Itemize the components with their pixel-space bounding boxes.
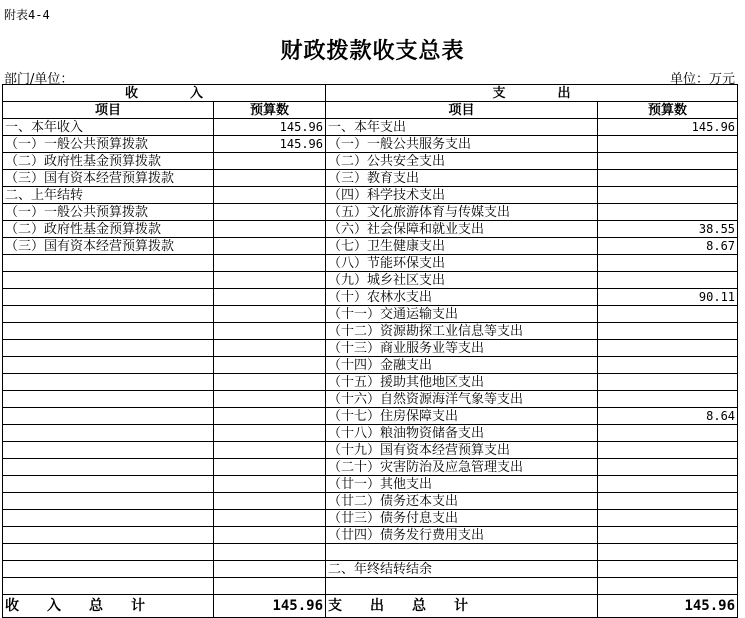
table-row	[3, 510, 738, 527]
income-item-cell	[3, 391, 214, 408]
income-amount-cell	[214, 544, 326, 561]
expense-amount-cell	[598, 255, 738, 272]
column-header-row	[3, 102, 738, 119]
table-row	[3, 442, 738, 459]
income-budget-header: 预算数	[214, 102, 326, 119]
table-row	[3, 459, 738, 476]
income-item-cell	[3, 340, 214, 357]
expense-total-label: 支 出 总 计	[326, 595, 598, 618]
expense-amount-cell	[598, 306, 738, 323]
expense-amount-cell	[598, 374, 738, 391]
expense-item-cell: （二）公共安全支出	[326, 153, 598, 170]
table-row	[3, 391, 738, 408]
income-amount-cell	[214, 323, 326, 340]
expense-item-cell: （八）节能环保支出	[326, 255, 598, 272]
expense-item-cell: （四）科学技术支出	[326, 187, 598, 204]
income-amount-cell	[214, 561, 326, 578]
expense-amount-cell	[598, 442, 738, 459]
expense-amount-cell: 38.55	[598, 221, 738, 238]
table-row	[3, 289, 738, 306]
income-item-cell	[3, 510, 214, 527]
table-row	[3, 204, 738, 221]
table-row	[3, 340, 738, 357]
table-row	[3, 425, 738, 442]
income-amount-cell: 145.96	[214, 136, 326, 153]
section-header-row	[3, 85, 738, 102]
expense-amount-cell	[598, 544, 738, 561]
expense-amount-cell: 145.96	[598, 119, 738, 136]
table-row	[3, 357, 738, 374]
income-item-cell	[3, 459, 214, 476]
table-row	[3, 187, 738, 204]
expense-item-cell	[326, 544, 598, 561]
expense-item-cell: （廿一）其他支出	[326, 476, 598, 493]
expense-amount-cell	[598, 476, 738, 493]
expense-item-cell: （十三）商业服务业等支出	[326, 340, 598, 357]
table-row	[3, 272, 738, 289]
expense-item-cell: （十八）粮油物资储备支出	[326, 425, 598, 442]
expense-item-cell: （十四）金融支出	[326, 357, 598, 374]
income-header: 收 入	[3, 85, 326, 102]
income-amount-cell	[214, 391, 326, 408]
table-row	[3, 170, 738, 187]
expense-item-cell: （三）教育支出	[326, 170, 598, 187]
table-row	[3, 153, 738, 170]
expense-item-cell: （十一）交通运输支出	[326, 306, 598, 323]
income-amount-cell	[214, 289, 326, 306]
unit-label: 单位：万元	[669, 72, 735, 87]
income-item-cell	[3, 289, 214, 306]
expense-amount-cell: 90.11	[598, 289, 738, 306]
expense-amount-cell: 8.64	[598, 408, 738, 425]
income-amount-cell	[214, 476, 326, 493]
expense-amount-cell	[598, 357, 738, 374]
income-amount-cell	[214, 340, 326, 357]
income-amount-cell	[214, 374, 326, 391]
expense-item-cell: （一）一般公共服务支出	[326, 136, 598, 153]
table-row	[3, 527, 738, 544]
expense-item-cell: （九）城乡社区支出	[326, 272, 598, 289]
income-amount-cell	[214, 187, 326, 204]
income-amount-cell	[214, 459, 326, 476]
expense-amount-cell	[598, 527, 738, 544]
income-item-cell	[3, 425, 214, 442]
expense-amount-cell	[598, 459, 738, 476]
annex-label: 附表4-4	[4, 8, 50, 22]
expense-amount-cell	[598, 391, 738, 408]
income-item-cell: （一）一般公共预算拨款	[3, 136, 214, 153]
income-item-cell	[3, 272, 214, 289]
income-amount-cell	[214, 153, 326, 170]
income-amount-cell	[214, 425, 326, 442]
expense-item-cell: 二、年终结转结余	[326, 561, 598, 578]
expense-item-cell: （廿三）债务付息支出	[326, 510, 598, 527]
expense-amount-cell	[598, 323, 738, 340]
expense-amount-cell	[598, 340, 738, 357]
income-item-cell: （二）政府性基金预算拨款	[3, 153, 214, 170]
table-row	[3, 221, 738, 238]
income-amount-cell	[214, 255, 326, 272]
income-item-cell	[3, 561, 214, 578]
budget-table	[2, 84, 738, 618]
table-row	[3, 255, 738, 272]
expense-amount-cell: 8.67	[598, 238, 738, 255]
income-amount-cell	[214, 493, 326, 510]
income-amount-cell	[214, 357, 326, 374]
expense-item-header: 项目	[326, 102, 598, 119]
expense-amount-cell	[598, 510, 738, 527]
expense-amount-cell	[598, 493, 738, 510]
expense-item-cell	[326, 578, 598, 595]
table-row	[3, 119, 738, 136]
income-item-cell	[3, 442, 214, 459]
income-item-cell	[3, 578, 214, 595]
expense-item-cell: （十六）自然资源海洋气象等支出	[326, 391, 598, 408]
income-item-header: 项目	[3, 102, 214, 119]
income-item-cell	[3, 544, 214, 561]
expense-amount-cell	[598, 561, 738, 578]
table-row	[3, 323, 738, 340]
table-row	[3, 408, 738, 425]
income-amount-cell	[214, 204, 326, 221]
expense-item-cell: （廿二）债务还本支出	[326, 493, 598, 510]
income-total-label: 收 入 总 计	[3, 595, 214, 618]
expense-item-cell: （十九）国有资本经营预算支出	[326, 442, 598, 459]
total-row	[3, 595, 738, 618]
income-item-cell: （三）国有资本经营预算拨款	[3, 238, 214, 255]
income-amount-cell	[214, 442, 326, 459]
table-row	[3, 578, 738, 595]
expense-total-amount: 145.96	[598, 595, 738, 618]
expense-amount-cell	[598, 204, 738, 221]
income-amount-cell	[214, 306, 326, 323]
expense-item-cell: （二十）灾害防治及应急管理支出	[326, 459, 598, 476]
table-row	[3, 493, 738, 510]
expense-amount-cell	[598, 272, 738, 289]
income-item-cell: （二）政府性基金预算拨款	[3, 221, 214, 238]
income-item-cell: 一、本年收入	[3, 119, 214, 136]
income-amount-cell	[214, 272, 326, 289]
expense-item-cell: （十七）住房保障支出	[326, 408, 598, 425]
income-item-cell: 二、上年结转	[3, 187, 214, 204]
income-amount-cell	[214, 510, 326, 527]
expense-item-cell: （六）社会保障和就业支出	[326, 221, 598, 238]
expense-header: 支 出	[326, 85, 738, 102]
income-item-cell	[3, 408, 214, 425]
income-item-cell: （一）一般公共预算拨款	[3, 204, 214, 221]
income-amount-cell	[214, 578, 326, 595]
income-item-cell: （三）国有资本经营预算拨款	[3, 170, 214, 187]
table-row	[3, 238, 738, 255]
income-amount-cell	[214, 408, 326, 425]
expense-amount-cell	[598, 578, 738, 595]
income-amount-cell	[214, 221, 326, 238]
income-total-amount: 145.96	[214, 595, 326, 618]
income-item-cell	[3, 527, 214, 544]
expense-item-cell: （十二）资源勘探工业信息等支出	[326, 323, 598, 340]
income-item-cell	[3, 357, 214, 374]
page-title: 财政拨款收支总表	[280, 38, 465, 64]
table-row	[3, 306, 738, 323]
income-item-cell	[3, 476, 214, 493]
income-amount-cell	[214, 527, 326, 544]
expense-amount-cell	[598, 187, 738, 204]
expense-amount-cell	[598, 153, 738, 170]
income-amount-cell	[214, 170, 326, 187]
table-row	[3, 374, 738, 391]
income-item-cell	[3, 255, 214, 272]
income-amount-cell: 145.96	[214, 119, 326, 136]
expense-item-cell: 一、本年支出	[326, 119, 598, 136]
table-row	[3, 476, 738, 493]
table-row	[3, 136, 738, 153]
expense-amount-cell	[598, 136, 738, 153]
table-row	[3, 544, 738, 561]
expense-budget-header: 预算数	[598, 102, 738, 119]
income-amount-cell	[214, 238, 326, 255]
expense-item-cell: （七）卫生健康支出	[326, 238, 598, 255]
expense-item-cell: （五）文化旅游体育与传媒支出	[326, 204, 598, 221]
income-item-cell	[3, 374, 214, 391]
expense-amount-cell	[598, 425, 738, 442]
income-item-cell	[3, 493, 214, 510]
expense-item-cell: （十五）援助其他地区支出	[326, 374, 598, 391]
expense-item-cell: （十）农林水支出	[326, 289, 598, 306]
income-item-cell	[3, 323, 214, 340]
expense-item-cell: （廿四）债务发行费用支出	[326, 527, 598, 544]
expense-amount-cell	[598, 170, 738, 187]
department-label: 部门/单位：	[4, 72, 74, 87]
income-item-cell	[3, 306, 214, 323]
table-row	[3, 561, 738, 578]
